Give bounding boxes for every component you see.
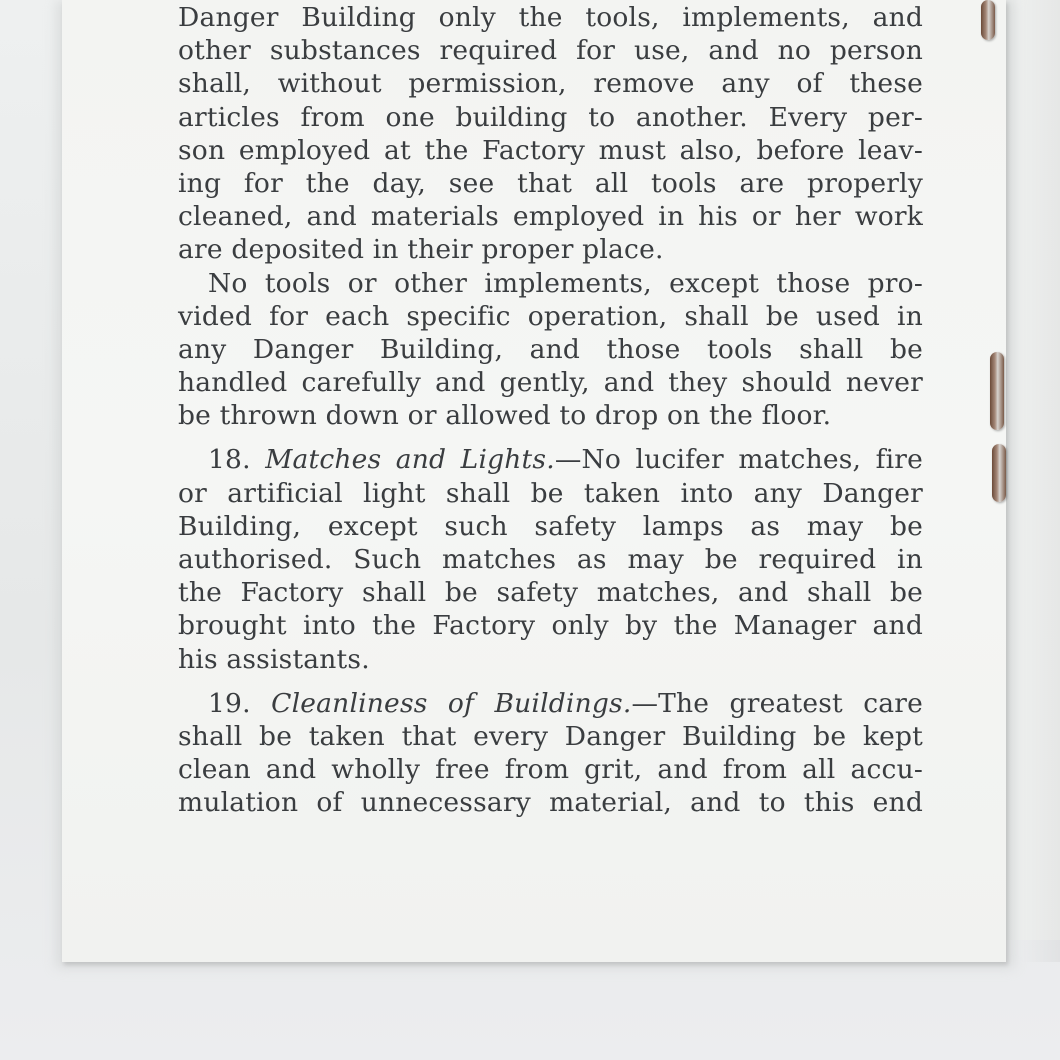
section-18-first-line <box>178 443 923 476</box>
text-line: any Danger Building, and those tools shall be <box>178 333 923 365</box>
text-line: cleaned, and materials employed in his or her work <box>178 201 923 233</box>
text-line: shall, without permission, remove any of these <box>178 68 923 100</box>
spine-shade <box>1022 0 1060 962</box>
staple-icon <box>990 352 1004 430</box>
text-line: vided for each specific operation, shall be used in <box>178 300 923 332</box>
text-line: handled carefully and gently, and they should never <box>178 367 923 399</box>
section-first-line-rest: —No lucifer matches, fire <box>554 444 923 476</box>
text-line: other substances required for use, and no person <box>178 35 923 67</box>
text-line: his assistants. <box>178 643 370 675</box>
text-line: authorised. Such matches as may be required in <box>178 544 923 575</box>
text-line: shall be taken that every Danger Building be kept <box>178 720 923 752</box>
text-line: or artificial light shall be taken into any Danger <box>178 477 923 509</box>
section-number: 18. <box>208 444 251 476</box>
staple-icon <box>992 444 1006 502</box>
text-line: Danger Building only the tools, implements, and <box>178 2 923 33</box>
text-line: are deposited in their proper place. <box>178 234 664 266</box>
section-heading: Cleanliness of Buildings. <box>271 687 632 719</box>
text-line: the Factory shall be safety matches, and shall be <box>178 577 923 609</box>
text-line: articles from one building to another. Every per- <box>178 101 923 133</box>
text-line: ing for the day, see that all tools are properly <box>178 167 923 199</box>
section-number: 19. <box>208 687 251 719</box>
section-first-line-rest: —The greatest care <box>631 687 924 719</box>
text-line: clean and wholly free from grit, and from all accu- <box>178 754 923 786</box>
text-line: brought into the Factory only by the Manager and <box>178 610 923 642</box>
text-line: No tools or other implements, except those pro- <box>208 267 923 299</box>
staple-icon <box>981 0 995 40</box>
text-line: Building, except such safety lamps as may be <box>178 510 923 542</box>
text-line: son employed at the Factory must also, before leav- <box>178 134 923 166</box>
section-heading: Matches and Lights. <box>265 444 555 476</box>
text-line: mulation of unnecessary material, and to this end <box>178 787 923 819</box>
text-line: be thrown down or allowed to drop on the floor. <box>178 400 832 432</box>
page-text <box>178 0 923 820</box>
section-19-first-line <box>178 687 923 720</box>
